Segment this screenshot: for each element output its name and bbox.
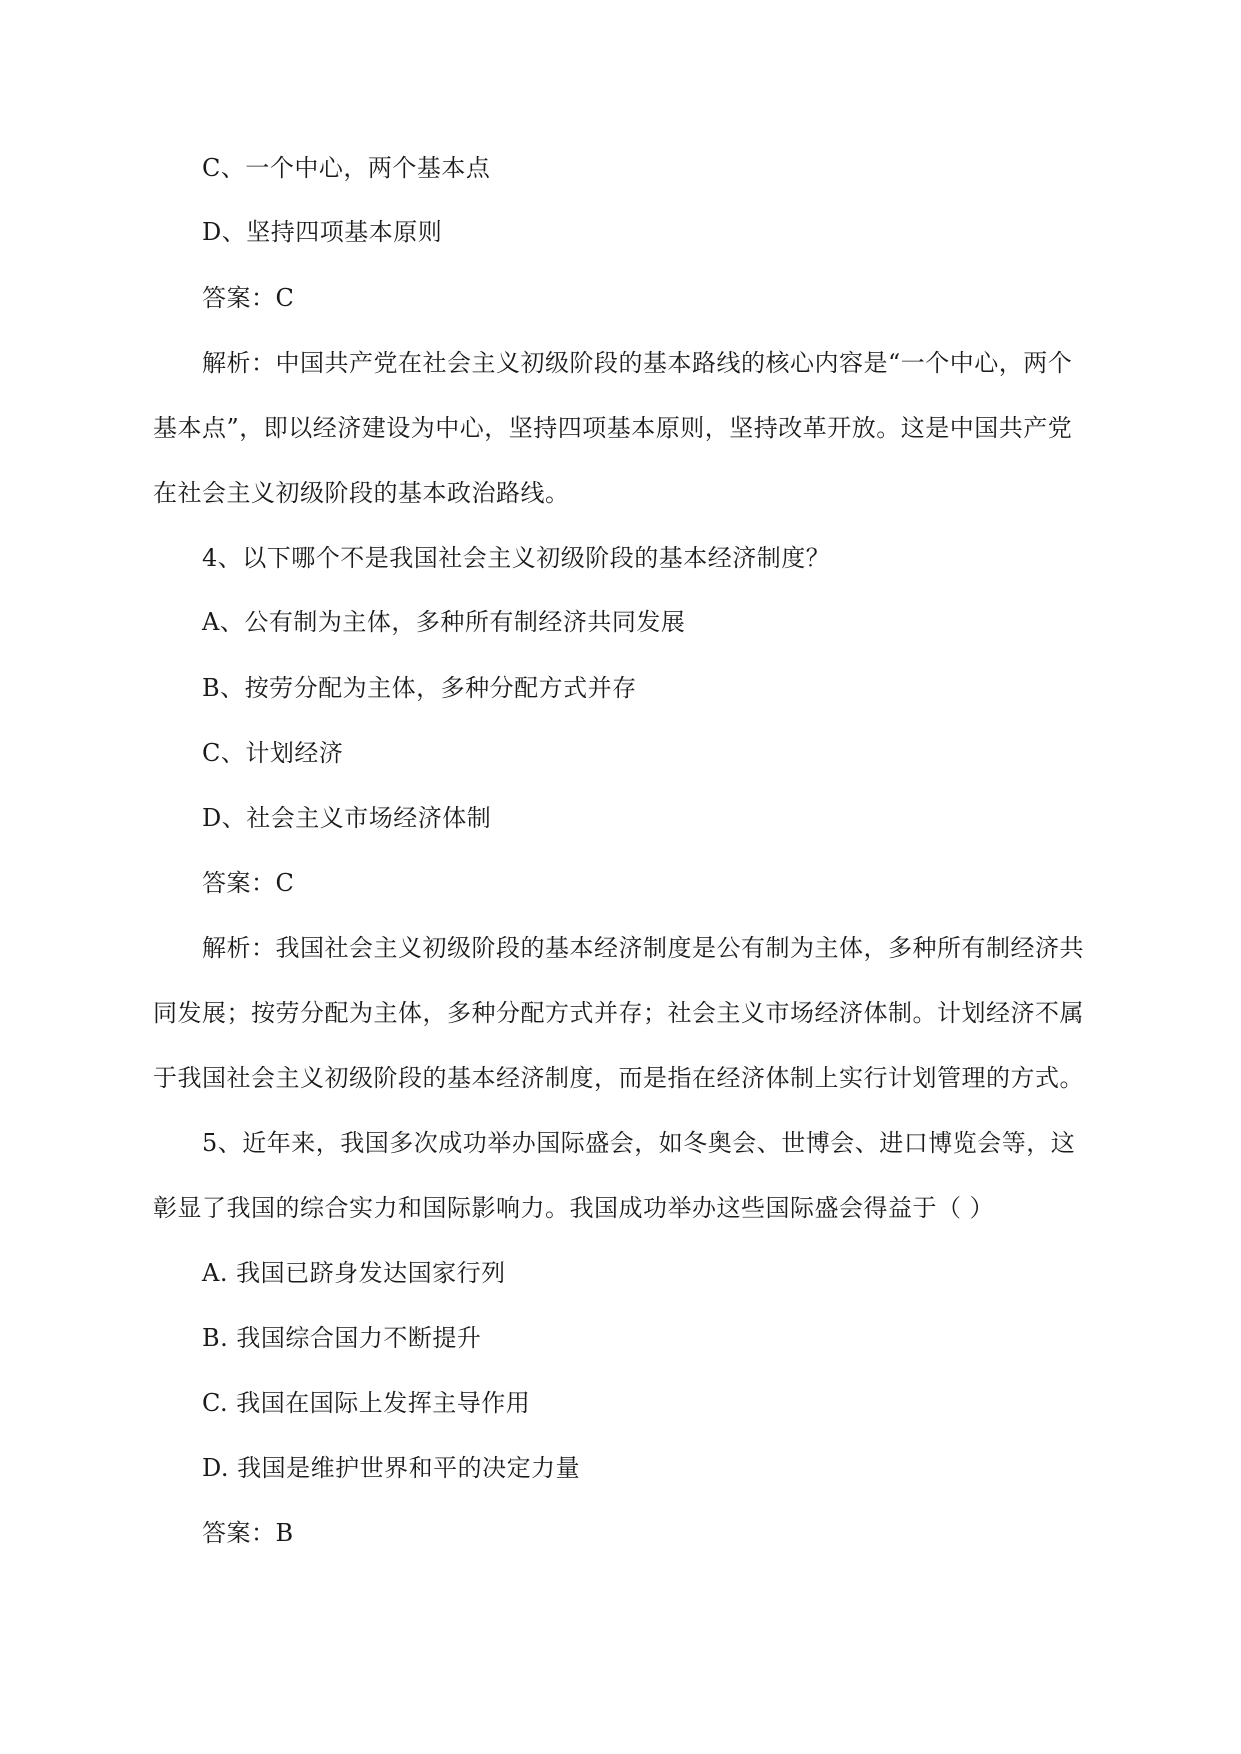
- q5-option-a: A. 我国已跻身发达国家行列: [202, 1259, 506, 1287]
- q4-analysis-line: 同发展；按劳分配为主体，多种分配方式并存；社会主义市场经济体制。计划经济不属: [153, 999, 1084, 1027]
- q3-option-d: D、坚持四项基本原则: [202, 218, 443, 246]
- q4-question: 4、以下哪个不是我国社会主义初级阶段的基本经济制度？: [202, 544, 831, 572]
- q5-option-c: C. 我国在国际上发挥主导作用: [202, 1389, 531, 1417]
- q5-answer: 答案：B: [202, 1519, 294, 1547]
- q4-answer: 答案：C: [202, 869, 295, 897]
- q5-option-d: D. 我国是维护世界和平的决定力量: [202, 1454, 581, 1482]
- q3-option-c: C、一个中心，两个基本点: [202, 154, 491, 182]
- q3-analysis-line: 在社会主义初级阶段的基本政治路线。: [153, 479, 570, 507]
- q4-option-c: C、计划经济: [202, 739, 344, 767]
- q4-option-d: D、社会主义市场经济体制: [202, 804, 492, 832]
- q3-analysis-line: 基本点”，即以经济建设为中心，坚持四项基本原则，坚持改革开放。这是中国共产党: [153, 414, 1073, 442]
- q3-analysis-line: 解析：中国共产党在社会主义初级阶段的基本路线的核心内容是“一个中心，两个: [202, 349, 1073, 377]
- q4-analysis-line: 解析：我国社会主义初级阶段的基本经济制度是公有制为主体，多种所有制经济共: [202, 934, 1084, 962]
- q3-answer: 答案：C: [202, 284, 295, 312]
- q4-analysis-line: 于我国社会主义初级阶段的基本经济制度，而是指在经济体制上实行计划管理的方式。: [153, 1064, 1084, 1092]
- q4-option-a: A、公有制为主体，多种所有制经济共同发展: [202, 608, 686, 636]
- q5-question-line: 5、近年来，我国多次成功举办国际盛会，如冬奥会、世博会、进口博览会等，这: [202, 1129, 1076, 1157]
- q4-option-b: B、按劳分配为主体，多种分配方式并存: [202, 674, 637, 702]
- q5-option-b: B. 我国综合国力不断提升: [202, 1324, 482, 1352]
- q5-question-line: 彰显了我国的综合实力和国际影响力。我国成功举办这些国际盛会得益于（ ）: [153, 1194, 995, 1222]
